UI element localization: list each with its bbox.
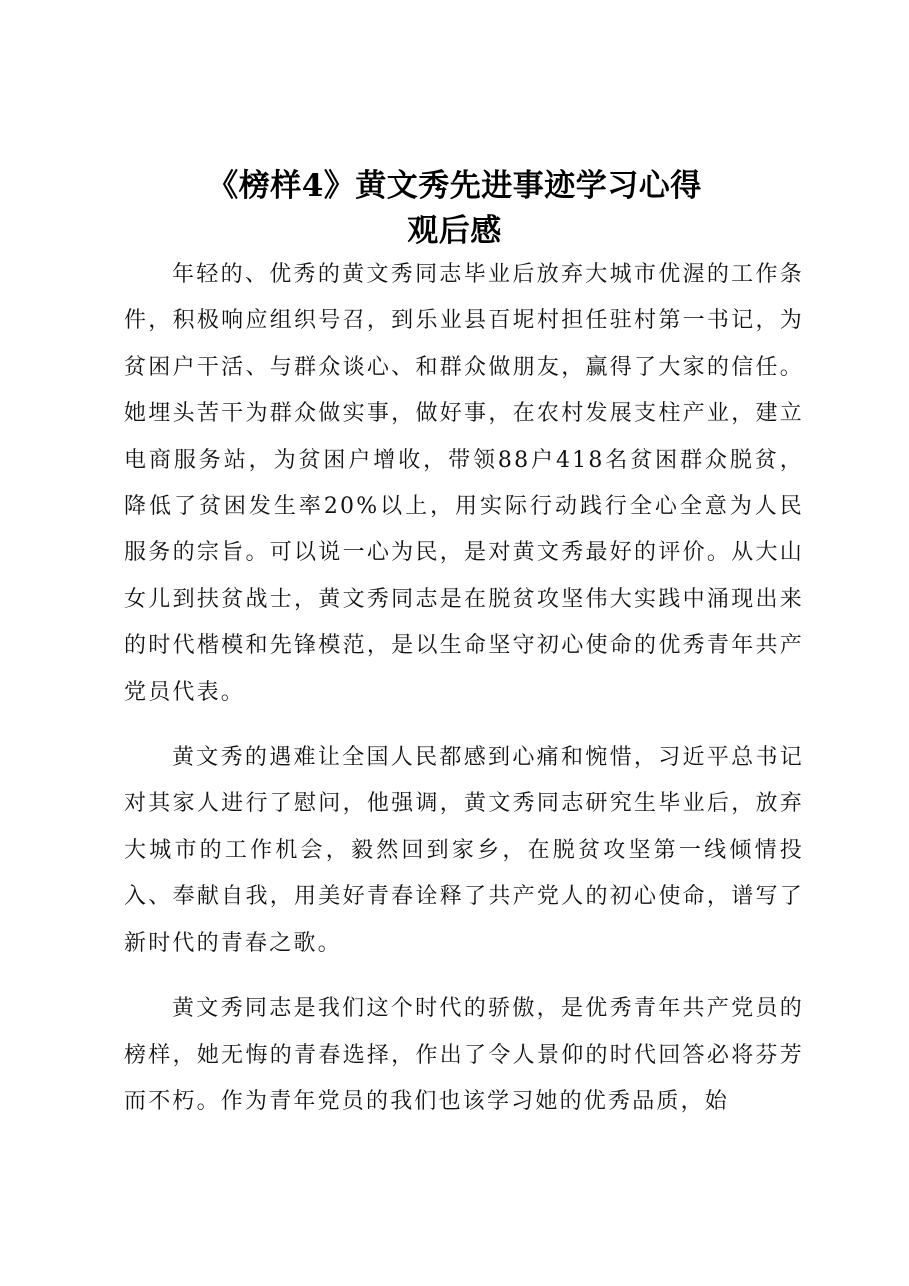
paragraph-2: 黄文秀的遇难让全国人民都感到心痛和惋惜，习近平总书记对其家人进行了慰问，他强调，黄文秀同志研究生毕业后，放弃大城市的工作机会，毅然回到家乡，在脱贫攻坚第一线倾情投入、奉献自我，用美好青春诠释了共产党人的初心使命，谱写了新时代的青春之歌。 bbox=[124, 745, 804, 956]
document-title-line-2: 观后感 bbox=[407, 213, 502, 249]
document-title-line-1: 《榜样4》黄文秀先进事迹学习心得 bbox=[207, 168, 702, 204]
paragraph-3: 黄文秀同志是我们这个时代的骄傲，是优秀青年共产党员的榜样，她无悔的青春选择，作出了令人景仰的时代回答必将芬芳而不朽。作为青年党员的我们也该学习她的优秀品质，始 bbox=[124, 996, 804, 1114]
paragraph-1: 年轻的、优秀的黄文秀同志毕业后放弃大城市优渥的工作条件，积极响应组织号召，到乐业县百坭村担任驻村第一书记，为贫困户干活、与群众谈心、和群众做朋友，赢得了大家的信任。她埋头苦干为群众做实事，做好事，在农村发展支柱产业，建立电商服务站，为贫困户增收，带领88户418名贫困群众脱贫，降低了贫困发生率20%以上，用实际行动践行全心全意为人民服务的宗旨。可以说一心为民，是对黄文秀最好的评价。从大山女儿到扶贫战士，黄文秀同志是在脱贫攻坚伟大实践中涌现出来的时代楷模和先锋模范，是以生命坚守初心使命的优秀青年共产党员代表。 bbox=[124, 262, 804, 705]
document-body bbox=[124, 252, 804, 1125]
